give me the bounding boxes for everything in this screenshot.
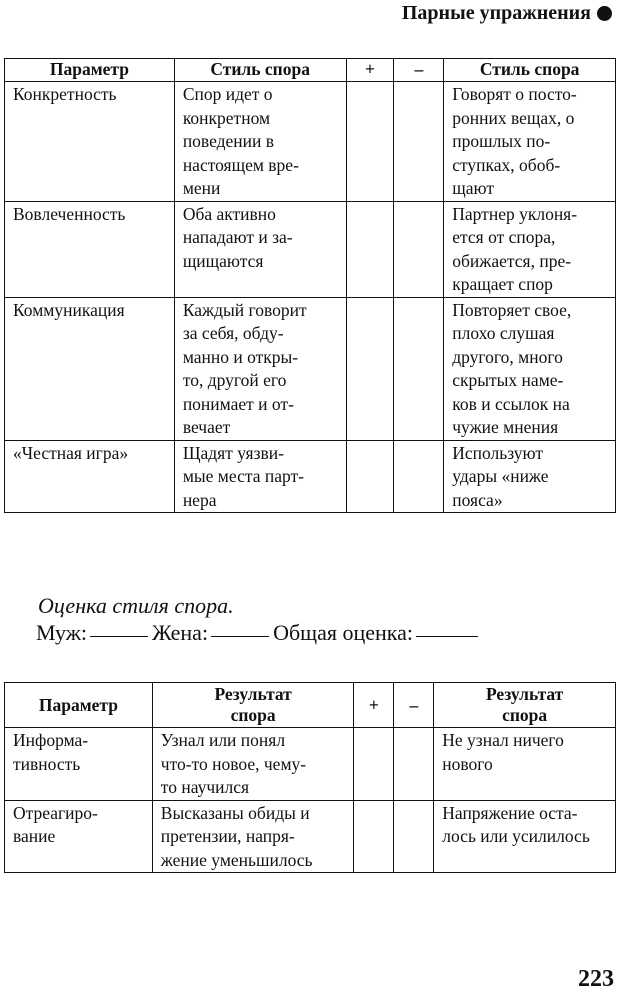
positive-result-cell: Узнал или понял что-то новое, чему- то научился	[152, 728, 354, 801]
minus-score-cell	[394, 440, 444, 513]
assessment-caption: Оценка стиля спора.	[38, 593, 234, 618]
argument-style-table	[4, 58, 616, 513]
header-minus: –	[394, 683, 434, 728]
header-result-positive: Результат спора	[152, 683, 354, 728]
parameter-cell: «Честная игра»	[5, 440, 175, 513]
total-score-blank[interactable]	[416, 635, 478, 637]
filled-circle-icon	[597, 6, 612, 21]
header-plus: +	[346, 59, 394, 82]
header-parameter: Параметр	[5, 59, 175, 82]
negative-style-cell: Используют удары «ниже пояса»	[444, 440, 616, 513]
table-row	[5, 297, 616, 440]
negative-style-cell: Повторяет свое, плохо слушая другого, много скрытых наме- ков и ссылок на чужие мнения	[444, 297, 616, 440]
table-header-row	[5, 59, 616, 82]
table-row	[5, 440, 616, 513]
page-number: 223	[578, 966, 614, 992]
minus-score-cell	[394, 82, 444, 202]
minus-score-cell	[394, 201, 444, 297]
table-row	[5, 800, 616, 873]
minus-score-cell	[394, 800, 434, 873]
husband-score-blank[interactable]	[90, 635, 148, 637]
negative-result-cell: Напряжение оста- лось или усилилось	[434, 800, 616, 873]
positive-style-cell: Каждый говорит за себя, обду- манно и откры- то, другой его понимает и от- вечает	[174, 297, 346, 440]
header-style-positive: Стиль спора	[174, 59, 346, 82]
plus-score-cell	[346, 440, 394, 513]
header-minus: –	[394, 59, 444, 82]
minus-score-cell	[394, 728, 434, 801]
negative-style-cell: Говорят о посто- ронних вещах, о прошлых по- ступках, обоб- щают	[444, 82, 616, 202]
plus-score-cell	[354, 800, 394, 873]
parameter-cell: Коммуникация	[5, 297, 175, 440]
positive-style-cell: Оба активно нападают и за- щищаются	[174, 201, 346, 297]
running-head	[402, 2, 612, 25]
parameter-cell: Вовлеченность	[5, 201, 175, 297]
plus-score-cell	[346, 297, 394, 440]
table-header-row	[5, 683, 616, 728]
table-row	[5, 201, 616, 297]
positive-style-cell: Спор идет о конкретном поведении в настоящем вре- мени	[174, 82, 346, 202]
husband-label: Муж:	[36, 620, 88, 645]
positive-result-cell: Высказаны обиды и претензии, напря- жение уменьшилось	[152, 800, 354, 873]
running-title: Парные упражнения	[401, 2, 591, 24]
argument-result-table	[4, 682, 616, 873]
plus-score-cell	[346, 201, 394, 297]
parameter-cell: Конкретность	[5, 82, 175, 202]
header-plus: +	[354, 683, 394, 728]
parameter-cell: Информа- тивность	[5, 728, 153, 801]
negative-style-cell: Партнер уклоня- ется от спора, обижается, пре- кращает спор	[444, 201, 616, 297]
table-row	[5, 82, 616, 202]
wife-label: Жена:	[152, 620, 209, 645]
header-result-negative: Результат спора	[434, 683, 616, 728]
minus-score-cell	[394, 297, 444, 440]
table-row	[5, 728, 616, 801]
plus-score-cell	[354, 728, 394, 801]
positive-style-cell: Щадят уязви- мые места парт- нера	[174, 440, 346, 513]
parameter-cell: Отреагиро- вание	[5, 800, 153, 873]
header-parameter: Параметр	[5, 683, 153, 728]
score-line	[36, 620, 482, 646]
wife-score-blank[interactable]	[211, 635, 269, 637]
total-label: Общая оценка:	[273, 620, 414, 645]
header-style-negative: Стиль спора	[444, 59, 616, 82]
negative-result-cell: Не узнал ничего нового	[434, 728, 616, 801]
plus-score-cell	[346, 82, 394, 202]
